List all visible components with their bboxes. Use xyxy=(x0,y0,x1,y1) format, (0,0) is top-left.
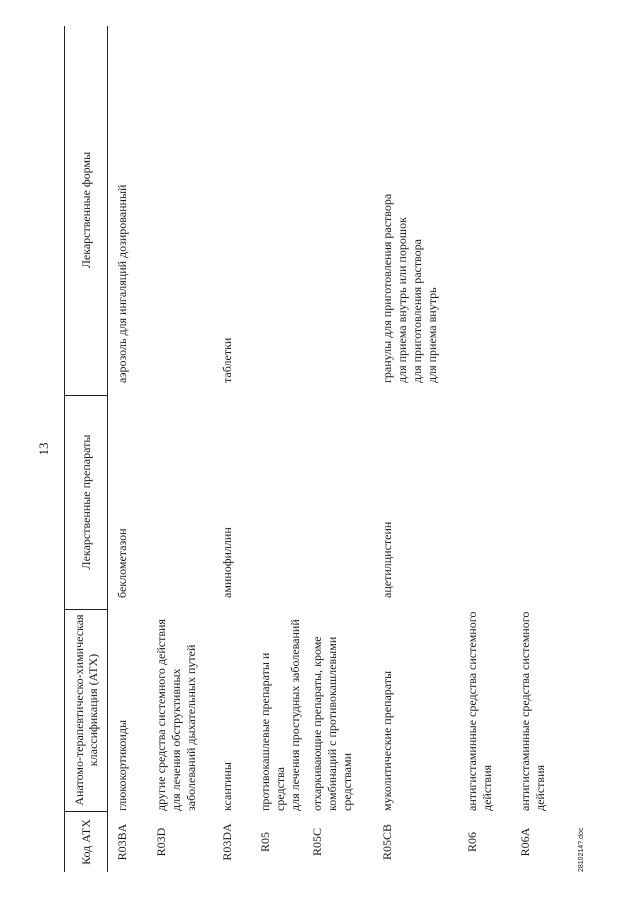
atc-classification: ксантины xyxy=(220,762,234,811)
atc-classification: антигистаминные средства системного действия xyxy=(465,611,494,811)
atc-code: R03BA xyxy=(115,823,129,861)
document-footer: 2810214?.doc xyxy=(578,827,585,872)
header-forms: Лекарственные формы xyxy=(78,151,93,269)
atc-code: R05CB xyxy=(380,824,394,861)
atc-classification: отхаркивающие препараты, кроме комбинаций с противокашлевыми средствами xyxy=(310,636,354,811)
header-bottom-rule xyxy=(107,26,108,872)
header-classification: Анатомо-терапевтическо-химическая классификация (АТХ) xyxy=(71,614,100,806)
atc-code: R06 xyxy=(465,832,479,853)
atc-code: R05 xyxy=(258,832,272,853)
atc-code: R03D xyxy=(154,827,168,857)
atc-classification: муколитические препараты xyxy=(380,670,394,811)
header-drugs: Лекарственные препараты xyxy=(78,434,93,570)
atc-code: R06A xyxy=(518,827,532,857)
dosage-form: таблетки xyxy=(220,337,234,383)
atc-classification: глюкокортикоиды xyxy=(115,719,129,811)
atc-classification: противокашлевые препараты и средства для лечения простудных заболеваний xyxy=(258,619,302,811)
atc-code: R03DA xyxy=(220,823,234,861)
atc-code: R05C xyxy=(310,828,324,857)
dosage-form: аэрозоль для ингаляций дозированный xyxy=(115,184,129,383)
drug-name: ацетилцистеин xyxy=(380,521,394,598)
page-number: 13 xyxy=(36,442,51,456)
atc-classification: антигистаминные средства системного действия xyxy=(518,611,547,811)
drug-name: аминофиллин xyxy=(220,527,234,598)
rotated-table-page xyxy=(30,26,596,872)
drug-name: беклометазон xyxy=(115,528,129,598)
dosage-form: гранулы для приготовления раствора для приема внутрь или порошок для приготовления раствора для приема внутрь xyxy=(380,193,439,383)
atc-classification: другие средства системного действия для лечения обструктивных заболеваний дыхательных путей xyxy=(154,619,198,811)
header-code: Код АТХ xyxy=(78,819,93,865)
